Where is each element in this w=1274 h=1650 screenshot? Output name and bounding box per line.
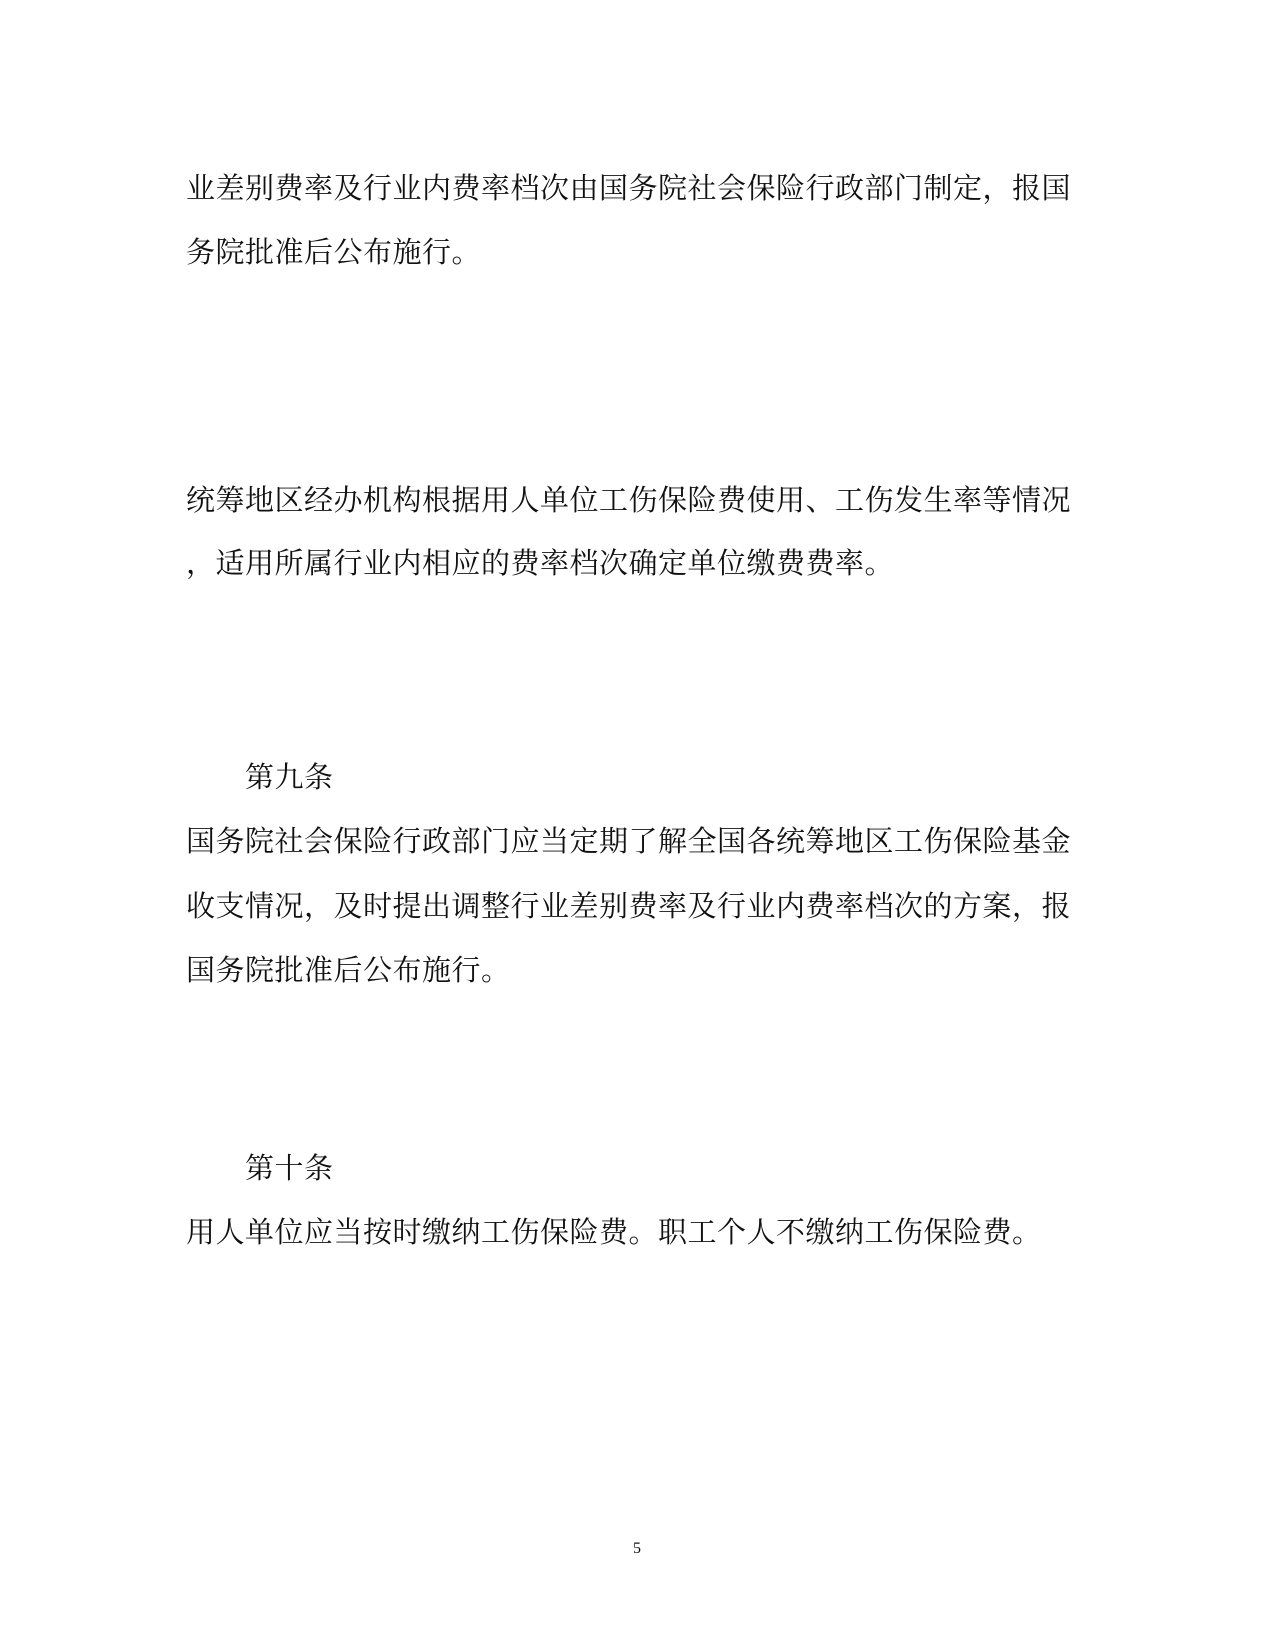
paragraph-1-line-1: 业差别费率及行业内费率档次由国务院社会保险行政部门制定，报国: [186, 171, 1072, 205]
page-number: 5: [633, 1540, 641, 1557]
paragraph-2-line-2: ，适用所属行业内相应的费率档次确定单位缴费费率。: [186, 546, 895, 580]
paragraph-1-line-2: 务院批准后公布施行。: [186, 235, 482, 269]
article-9-line-1: 国务院社会保险行政部门应当定期了解全国各统筹地区工伤保险基金: [186, 824, 1072, 858]
paragraph-2-line-1: 统筹地区经办机构根据用人单位工伤保险费使用、工伤发生率等情况: [186, 483, 1072, 517]
article-9-line-2: 收支情况，及时提出调整行业差别费率及行业内费率档次的方案，报: [186, 889, 1072, 923]
article-9-line-3: 国务院批准后公布施行。: [186, 953, 511, 987]
article-9-heading: 第九条: [245, 760, 334, 794]
article-10-heading: 第十条: [245, 1151, 334, 1185]
article-10-line-1: 用人单位应当按时缴纳工伤保险费。职工个人不缴纳工伤保险费。: [186, 1215, 1042, 1249]
